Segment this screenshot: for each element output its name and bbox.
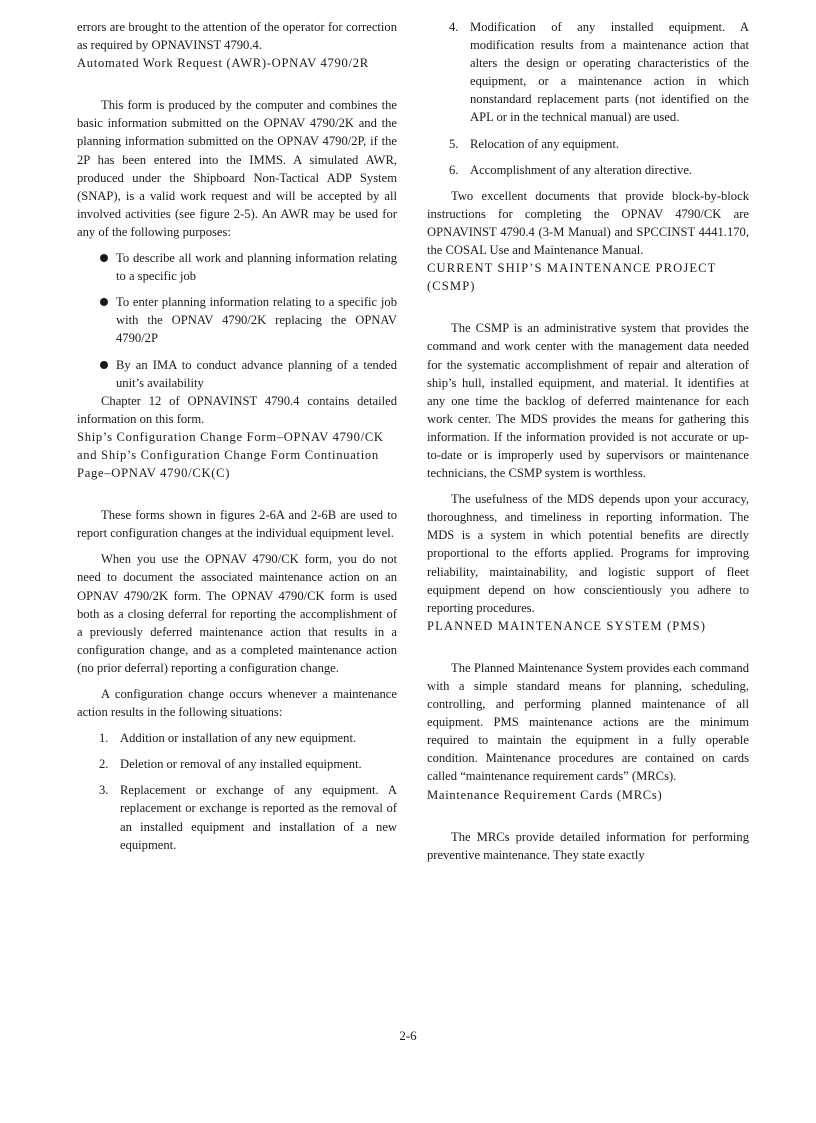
paragraph-when-you-use: When you use the OPNAV 4790/CK form, you do not need to document the associated maintenance action on an OPNAV 4790/2K form. The OPNAV 4790/CK form is used both as a closing deferral for reporting the accomplishment of a previously deferred maintenance action that results in a configuration change, and as a completed maintenance action (no prior deferral) reporting a configuration change. — [77, 552, 397, 675]
page-number: 2-6 — [399, 1028, 417, 1043]
situation-list-continued — [427, 18, 749, 179]
section-heading-csmp: CURRENT SHIP’S MAINTENANCE PROJECT (CSMP) — [427, 261, 717, 294]
paragraph-usefulness: The usefulness of the MDS depends upon your accuracy, thoroughness, and timeliness in reporting information. The MDS is a system in which potential benefits are directly proportional to the efforts applied. Programs for improving reliability, maintainability, and logistic support of fleet equipment depend on how conscientiously you adhere to reporting procedures. — [427, 492, 749, 615]
paragraph-awr: This form is produced by the computer and combines the basic information submitted on the OPNAV 4790/2K and the planning information submitted on the OPNAV 4790/2P, if the 2P has been entered into the IMMS. A simulated AWR, produced under the Shipboard Non-Tactical ADP System (SNAP), is a valid work request and will be accepted by all involved activities (see figure 2-5). An AWR may be used for any of the following purposes: — [77, 98, 397, 239]
paragraph-continued: errors are brought to the attention of the operator for correction as required by OPNAVINST 4790.4. — [77, 20, 397, 53]
paragraph-csmp: The CSMP is an administrative system that provides the command and work center with the management data needed for the systematic accomplishment of repair and alteration of ship’s hull, installed equipment, and material. It identifies at any one time the backlog of deferred maintenance for each work center. The MDS provides the means for gathering this information. If the information provided is not accurate or up-to-date or is improperly used by supervisors or maintenance technicians, the CSMP system is worthless. — [427, 321, 749, 481]
paragraph-mrc: The MRCs provide detailed information for performing preventive maintenance. They state exactly — [427, 829, 749, 862]
paragraph-configuration-change: A configuration change occurs whenever a maintenance action results in the following situations: — [77, 687, 397, 720]
list-item: By an IMA to conduct advance planning of a tended unit’s availability — [77, 356, 397, 392]
paragraph-forms: These forms shown in figures 2-6A and 2-6B are used to report configuration changes at the individual equipment level. — [77, 508, 397, 541]
list-item: 6. Accomplishment of any alteration directive. — [449, 162, 693, 177]
paragraph-chapter-12: Chapter 12 of OPNAVINST 4790.4 contains detailed information on this form. — [77, 393, 397, 426]
list-item: 2. Deletion or removal of any installed equipment. — [99, 757, 362, 772]
section-heading-pms: PLANNED MAINTENANCE SYSTEM (PMS) — [427, 618, 707, 633]
paragraph-pms: The Planned Maintenance System provides each command with a simple standard means for planning, scheduling, controlling, and performing planned maintenance of all equipment. PMS maintenance actions are the minimum required to maintain the equipment in a fully operable condition. Maintenance procedures are contained on cards called “maintenance requirement cards” (MRCs). — [427, 660, 749, 784]
section-heading-configuration-change: Ship’s Configuration Change Form–OPNAV 4790/CK and Ship’s Configuration Change Form Continuation Page–OPNAV 4790/CK(C) — [77, 429, 384, 481]
list-item: To describe all work and planning information relating to a specific job — [77, 249, 397, 285]
purpose-list — [77, 249, 397, 392]
list-item: 5. Relocation of any equipment. — [449, 136, 619, 151]
paragraph-documents: Two excellent documents that provide block-by-block instructions for completing the OPNAV 4790/CK are OPNAVINST 4790.4 (3-M Manual) and SPCCINST 4441.170, the COSAL Use and Maintenance Manual. — [427, 188, 749, 258]
list-item: 1. Addition or installation of any new equipment. — [99, 731, 357, 746]
bullet-icon — [100, 298, 108, 306]
bullet-icon — [100, 254, 108, 262]
section-heading-mrc: Maintenance Requirement Cards (MRCs) — [427, 787, 663, 802]
situation-list — [77, 729, 397, 854]
right-column — [427, 18, 749, 864]
list-item: To enter planning information relating to a specific job with the OPNAV 4790/2K replacing the OPNAV 4790/2P — [77, 293, 397, 347]
left-column — [77, 18, 397, 854]
list-item: 3. Replacement or exchange of any equipment. A replacement or exchange is reported as the removal of an installed equipment and installation of a new equipment. — [99, 783, 397, 852]
section-heading-awr: Automated Work Request (AWR)-OPNAV 4790/2R — [77, 56, 369, 71]
bullet-icon — [100, 361, 108, 369]
list-item: 4. Modification of any installed equipment. A modification results from a maintenance action that alters the design or operating characteristics of the equipment, or a maintenance action in which nonstandard replacement parts (not identified on the APL or in the technical manual) are used. — [449, 20, 749, 125]
